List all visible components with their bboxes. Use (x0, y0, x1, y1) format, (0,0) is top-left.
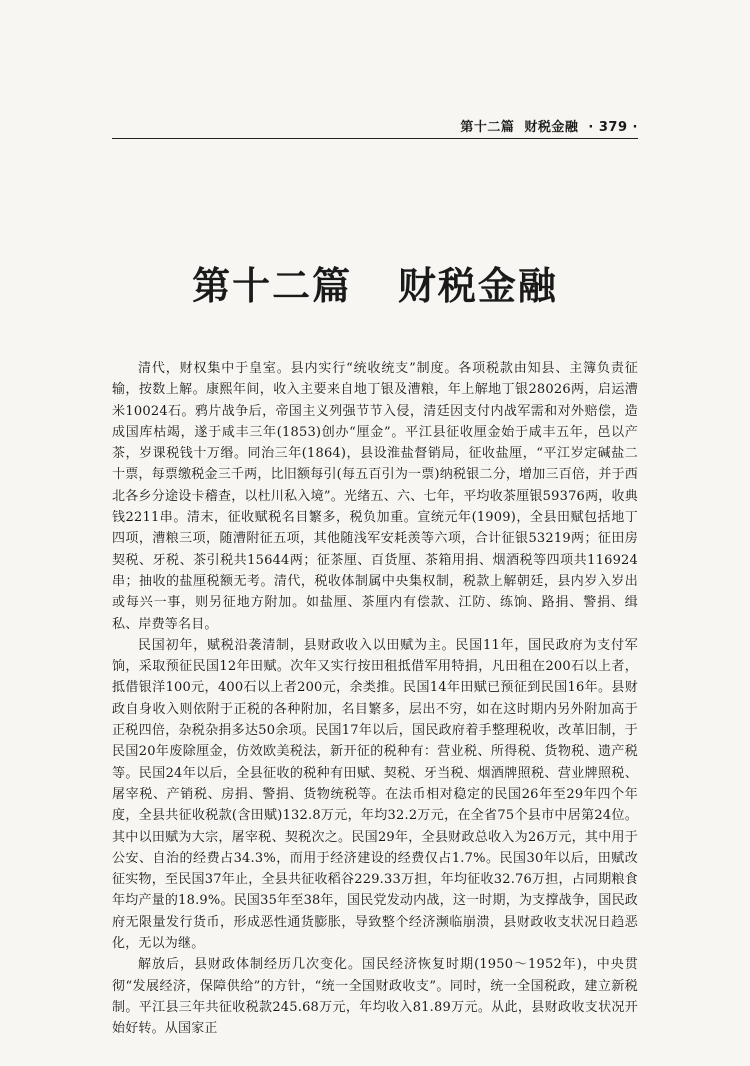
paragraph-republic-era: 民国初年，赋税沿袭清制，县财政收入以田赋为主。民国11年，国民政府为支付军饷，采取预征民国12年田赋。次年又实行按田租抵借军用特捐，凡田租在200石以上者，抵借银洋100元，400石以上者200元，余类推。民国14年田赋已预征到民国16年。县财政自身收入则依附于正税的各种附加，名目繁多，层出不穷，如在这时期内另外附加高于正税四倍，杂税杂捐多达50余项。民国17年以后，国民政府着手整理税收，改革旧制，于民国20年废除厘金，仿效欧美税法，新开征的税种有：营业税、所得税、货物税、遗产税等。民国24年以后，全县征收的税种有田赋、契税、牙当税、烟酒牌照税、营业牌照税、屠宰税、产销税、房捐、警捐、货物统税等。在法币相对稳定的民国26年至29年四个年度，全县共征收税款(含田赋)132.8万元，年均32.2万元，在全省75个县市中居第24位。其中以田赋为大宗，屠宰税、契税次之。民国29年，全县财政总收入为26万元，其中用于公安、自治的经费占34.3%，而用于经济建设的经费仅占1.7%。民国30年以后，田赋改征实物，至民国37年止，全县共征收稻谷229.33万担，年均征收32.76万担，占同期粮食年均产量的18.9%。民国35年至38年，国民党发动内战，这一时期，为支撑战争，国民政府无限量发行货币，形成恶性通货膨胀，导致整个经济濒临崩溃，县财政收支状况日趋恶化，无以为继。 (112, 637, 638, 952)
body-text (112, 358, 638, 1040)
header-chapter: 第十二篇 (460, 120, 515, 135)
paragraph-post-liberation: 解放后，县财政体制经历几次变化。国民经济恢复时期(1950～1952年)，中央贯彻“发展经济，保障供给”的方针，“统一全国财政收支”。同时，统一全国税政，建立新税制。平江县三年共征收税款245.68万元，年均收入81.89万元。从此，县财政收支状况开始好转。从国家正 (112, 957, 638, 1037)
paragraph-qing-dynasty: 清代，财权集中于皇室。县内实行“统收统支”制度。各项税款由知县、主簿负责征输，按数上解。康熙年间，收入主要来自地丁银及漕粮，年上解地丁银28026两，启运漕米10024石。鸦片战争后，帝国主义列强节节入侵，清廷因支付内战军需和对外赔偿，造成国库枯竭，遂于咸丰三年(1853)创办“厘金”。平江县征收厘金始于咸丰五年，邑以产茶，岁课税钱十万缗。同治三年(1864)，县设淮盐督销局，征收盐厘，“平江岁定碱盐二十票，每票缴税金三千两，比旧额每引(每五百引为一票)纳税银二分，增加三百倍，并于西北各乡分途设卡稽查，以杜川私入境”。光绪五、六、七年，平均收茶厘银59376两，收典钱2211串。清末，征收赋税名目繁多，税负加重。宣统元年(1909)，全县田赋包括地丁四项，漕粮三项，随漕附征五项，其他随浅军安耗羡等六项，合计征银53219两；征田房契税、牙税、茶引税共15644两；征茶厘、百货厘、茶箱用捐、烟酒税等四项共116924串；抽收的盐厘税额无考。清代，税收体制属中央集权制，税款上解朝廷，县内岁入岁出或每兴一事，则另征地方附加。如盐厘、茶厘内有偿款、江防、练饷、路捐、警捐、缉私、岸费等名目。 (112, 361, 638, 632)
running-header (460, 116, 638, 135)
chapter-title: 第十二篇 财税金融 (192, 264, 558, 309)
header-rule (112, 138, 638, 139)
header-section: 财税金融 (524, 120, 579, 135)
page-number: · 379 · (588, 120, 638, 135)
